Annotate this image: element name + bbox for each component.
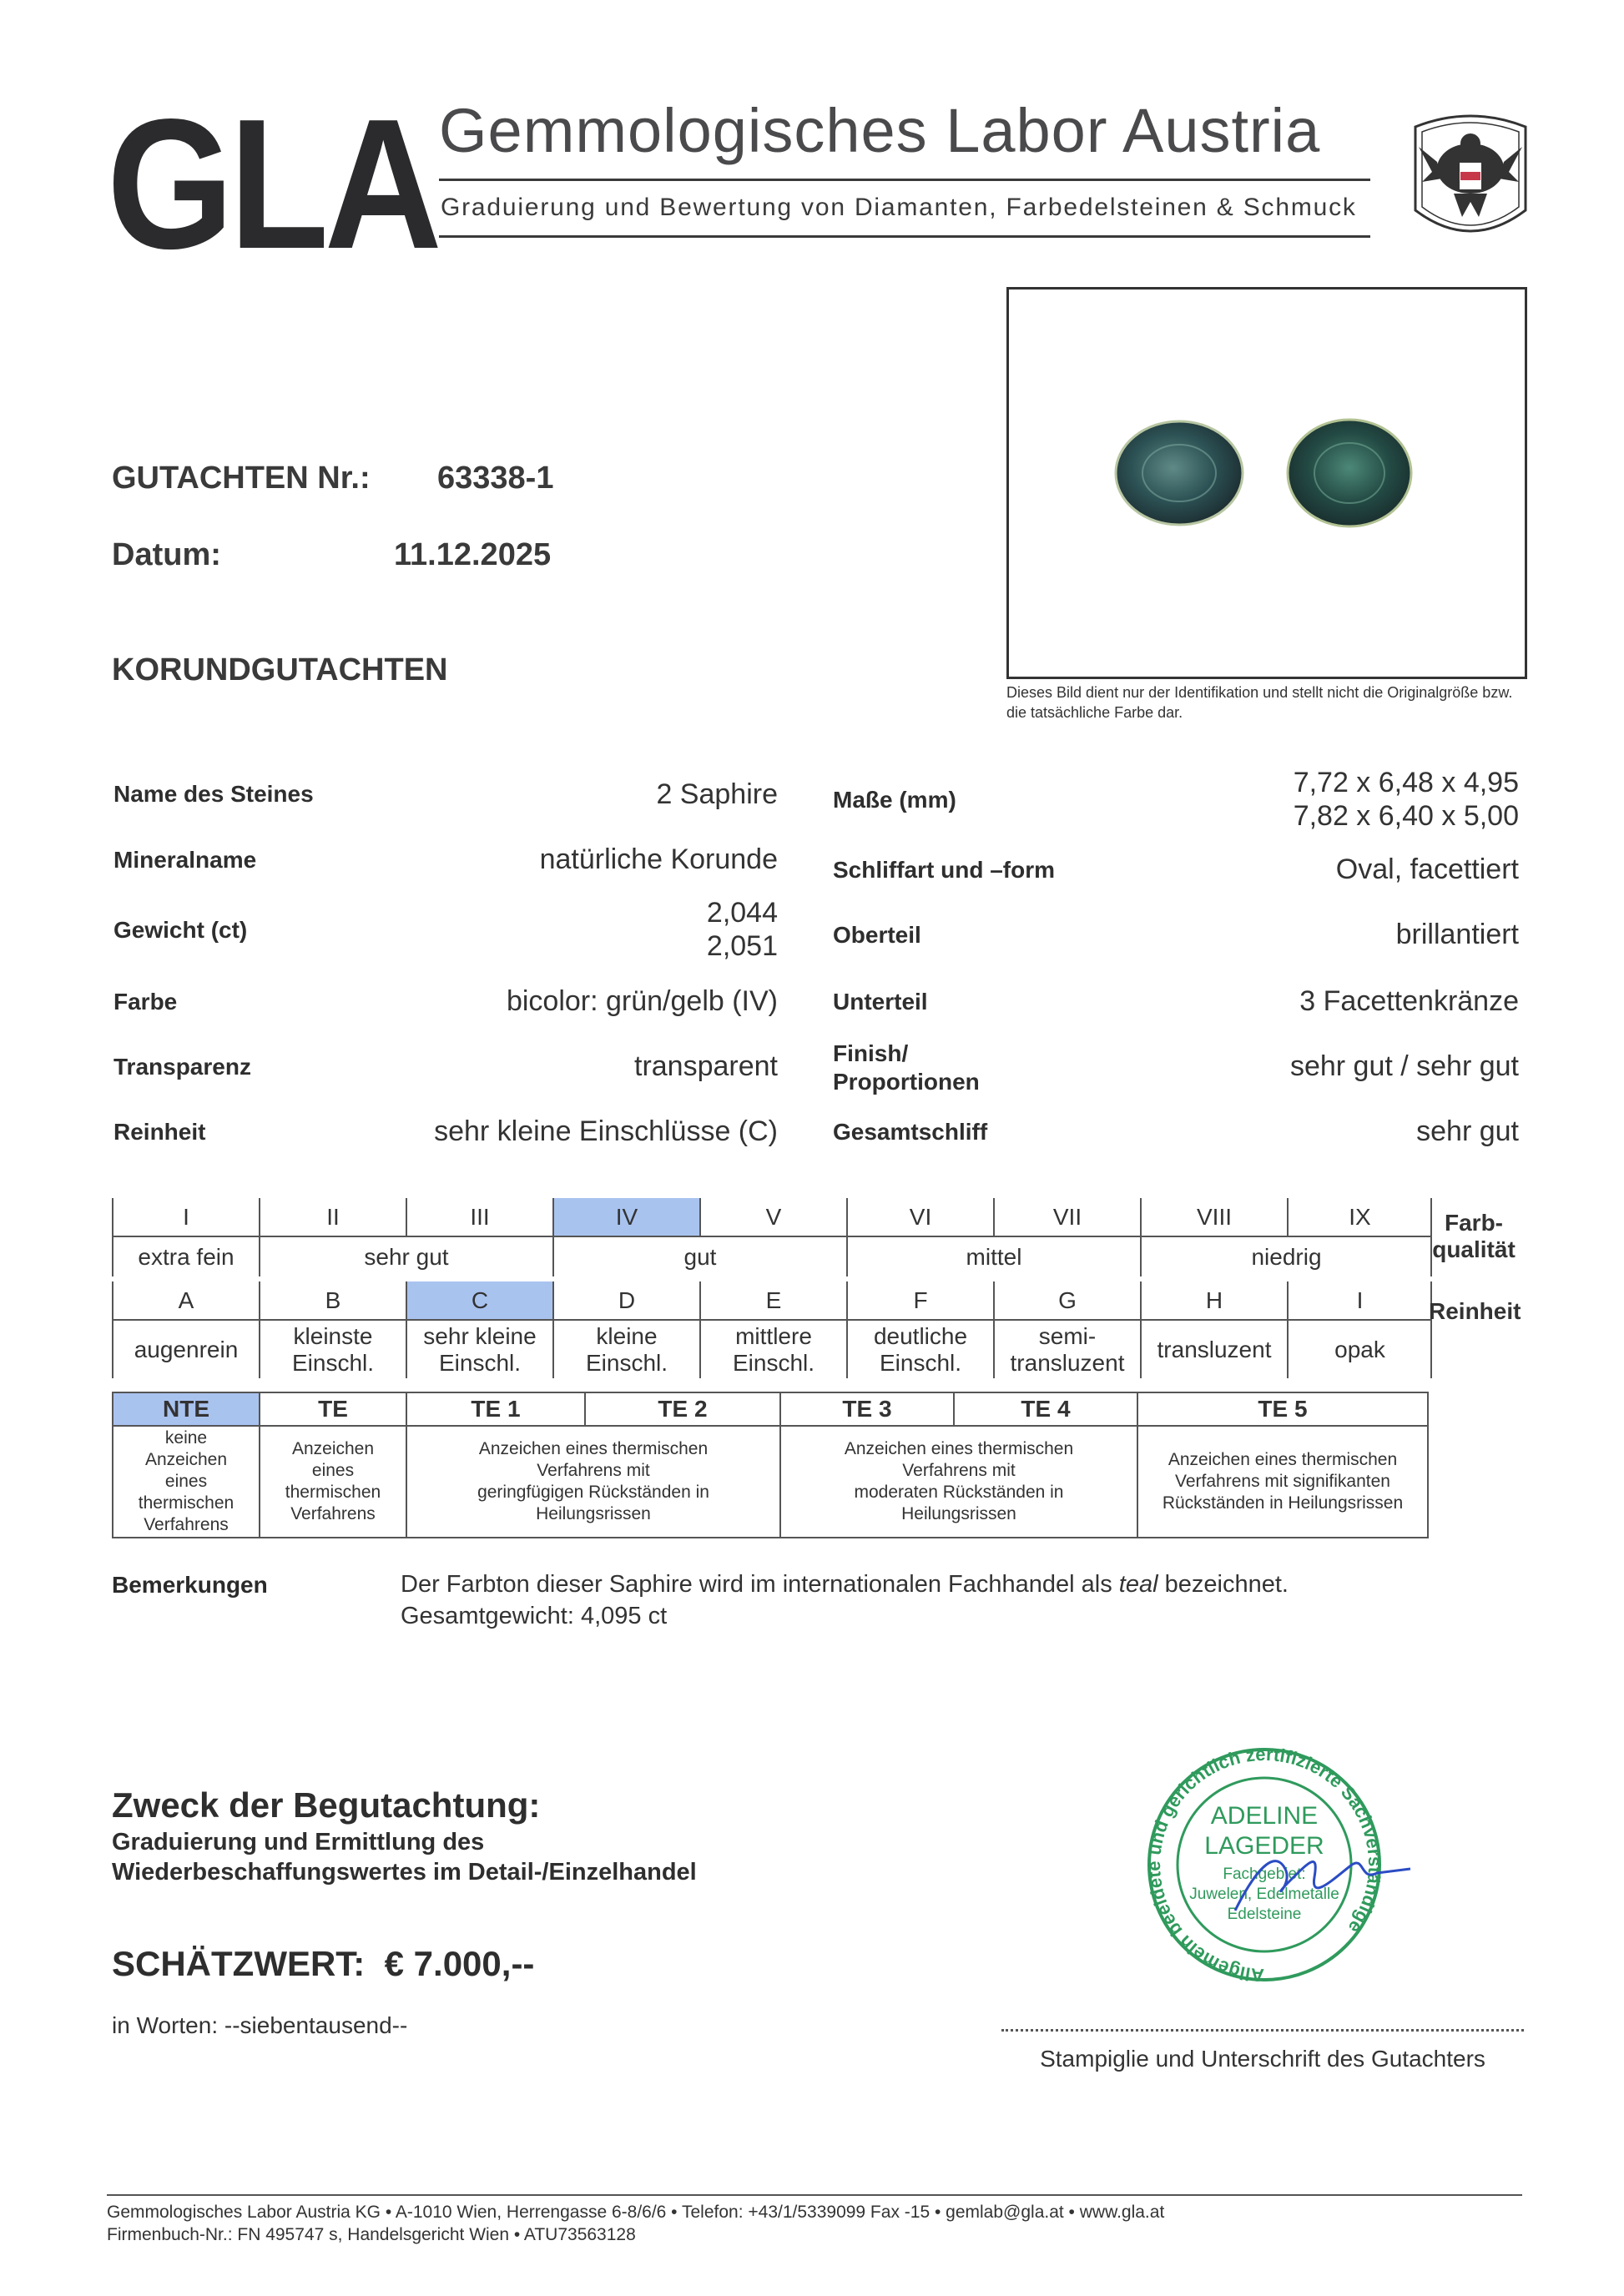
remarks-text: Der Farbton dieser Saphire wird im internationalen Fachhandel als teal bezeichnet. Gesamtgewicht: 4,095 ct: [401, 1571, 1289, 1629]
purpose-heading: Zweck der Begutachtung:: [112, 1785, 541, 1825]
signature-line: [1001, 2029, 1524, 2032]
sapphire-1: [1116, 421, 1243, 525]
clarity-grade-I: I: [1288, 1281, 1431, 1320]
prop-value-finish: sehr gut / sehr gut: [1289, 1050, 1519, 1082]
prop-value-color: bicolor: grün/gelb (IV): [506, 985, 778, 1017]
color-quality-label-2: qualität: [1432, 1236, 1516, 1262]
color-grade-V: V: [700, 1198, 847, 1236]
footer: [107, 2201, 1164, 2246]
prop-value-overall-cut: sehr gut: [1416, 1115, 1519, 1147]
color-grade-IV-selected: IV: [553, 1198, 700, 1236]
prop-label-pavilion: Unterteil: [833, 989, 928, 1015]
purpose-text: Graduierung und Ermittlung des Wiederbeschaffungswertes im Detail-/Einzelhandel: [112, 1829, 697, 1886]
prop-label-weight: Gewicht (ct): [113, 917, 248, 943]
color-group-sehr-gut: sehr gut: [260, 1236, 553, 1276]
valuation: [112, 1944, 534, 1984]
clarity-label: Reinheit: [1429, 1298, 1521, 1324]
prop-label-clarity: Reinheit: [113, 1119, 206, 1145]
clarity-grade-D: D: [553, 1281, 700, 1320]
photo-caption: Dieses Bild dient nur der Identifikation und stellt nicht die Originalgröße bzw. die tatsächliche Farbe dar.: [1006, 684, 1513, 721]
prop-value-crown: brillantiert: [1395, 919, 1519, 950]
treatment-TE4: TE 4: [954, 1392, 1137, 1426]
color-grade-III: III: [406, 1198, 553, 1236]
expert-stamp: [1110, 1735, 1435, 2011]
clarity-grade-H: H: [1141, 1281, 1288, 1320]
color-quality-label-1: Farb-: [1445, 1210, 1503, 1236]
lab-tagline: Graduierung und Bewertung von Diamanten, Farbedelsteinen & Schmuck: [441, 194, 1357, 221]
clarity-desc-F: deutliche Einschl.: [847, 1320, 994, 1378]
treatment-desc-NTE: keine Anzeichen eines thermischen Verfahrens: [113, 1426, 260, 1538]
clarity-grade-table: [112, 1281, 1431, 1378]
prop-label-name: Name des Steines: [113, 781, 314, 807]
header-rule-top: [439, 179, 1370, 181]
footer-rule: [107, 2194, 1522, 2196]
color-grade-table: [112, 1198, 1431, 1276]
signature-caption: Stampiglie und Unterschrift des Gutachters: [1040, 2046, 1485, 2072]
report-number-label: GUTACHTEN Nr.:: [112, 461, 371, 496]
valuation-words: in Worten: --siebentausend--: [112, 2012, 408, 2038]
prop-value-cut: Oval, facettiert: [1335, 853, 1519, 885]
clarity-desc-H: transluzent: [1141, 1320, 1288, 1378]
report-number: 63338-1: [437, 461, 554, 496]
sapphire-2: [1288, 420, 1411, 526]
prop-label-cut: Schliffart und –form: [833, 857, 1056, 883]
gemstone-photo: [1006, 287, 1527, 679]
prop-value-weight-1: 2,044: [706, 897, 778, 929]
stamp-field-1: Fachgebiet:: [1223, 1866, 1306, 1883]
header-rule-bottom: [439, 235, 1370, 238]
report-date: 11.12.2025: [394, 537, 552, 572]
color-grade-VII: VII: [994, 1198, 1141, 1236]
prop-label-proportions: Proportionen: [833, 1069, 980, 1095]
valuation-amount: € 7.000,--: [384, 1944, 535, 1983]
treatment-desc-TE5: Anzeichen eines thermischen Verfahrens mit signifikanten Rückständen in Heilungsrissen: [1137, 1426, 1428, 1538]
clarity-grade-C-selected: C: [406, 1281, 553, 1320]
prop-value-transparency: transparent: [634, 1050, 778, 1082]
clarity-grade-B: B: [260, 1281, 406, 1320]
treatment-TE2: TE 2: [585, 1392, 780, 1426]
stamp-name-2: LAGEDER: [1204, 1832, 1324, 1860]
prop-label-dimensions: Maße (mm): [833, 787, 956, 813]
prop-value-clarity: sehr kleine Einschlüsse (C): [434, 1115, 778, 1147]
prop-label-color: Farbe: [113, 989, 178, 1015]
treatment-TE5: TE 5: [1137, 1392, 1428, 1426]
clarity-desc-I: opak: [1288, 1320, 1431, 1378]
report-type: KORUNDGUTACHTEN: [112, 652, 448, 687]
prop-label-finish: Finish/: [833, 1040, 909, 1066]
clarity-grade-E: E: [700, 1281, 847, 1320]
prop-value-dimensions-1: 7,72 x 6,48 x 4,95: [1293, 767, 1519, 798]
treatment-desc-TE3-TE4: Anzeichen eines thermischen Verfahrens mit moderaten Rückständen in Heilungsrissen: [780, 1426, 1137, 1538]
prop-label-overall-cut: Gesamtschliff: [833, 1119, 988, 1145]
prop-value-weight-2: 2,051: [706, 930, 778, 962]
color-grade-VI: VI: [847, 1198, 994, 1236]
clarity-desc-D: kleine Einschl.: [553, 1320, 700, 1378]
footer-line-1: Gemmologisches Labor Austria KG • A-1010 Wien, Herrengasse 6-8/6/6 • Telefon: +43/1/5339099 Fax -15 • gemlab@gla.at • www.gla.at: [107, 2203, 1165, 2222]
color-quality-label: [1432, 1210, 1516, 1263]
prop-value-dimensions-2: 7,82 x 6,40 x 5,00: [1293, 800, 1519, 832]
lab-name: Gemmologisches Labor Austria: [439, 96, 1321, 165]
prop-label-mineral: Mineralname: [113, 847, 257, 873]
color-group-niedrig: niedrig: [1141, 1236, 1431, 1276]
stamp-ring-text: Allgemein beeidete und gerichtlich zertifizierte Sachverständige: [1142, 1743, 1386, 1986]
color-grade-VIII: VIII: [1141, 1198, 1288, 1236]
clarity-desc-E: mittlere Einschl.: [700, 1320, 847, 1378]
prop-value-mineral: natürliche Korunde: [539, 843, 778, 875]
color-group-mittel: mittel: [847, 1236, 1141, 1276]
clarity-table-right-border: [1430, 1281, 1432, 1378]
clarity-desc-G: semi- transluzent: [994, 1320, 1141, 1378]
treatment-TE: TE: [260, 1392, 406, 1426]
treatment-TE1: TE 1: [406, 1392, 585, 1426]
prop-label-transparency: Transparenz: [113, 1054, 251, 1080]
treatment-NTE-selected: NTE: [113, 1392, 260, 1426]
stamp-field-2: Juwelen, Edelmetalle: [1189, 1886, 1339, 1903]
prop-value-pavilion: 3 Facettenkränze: [1299, 985, 1519, 1017]
treatment-desc-TE1-TE2: Anzeichen eines thermischen Verfahrens mit geringfügigen Rückständen in Heilungsrissen: [406, 1426, 780, 1538]
footer-line-2: Firmenbuch-Nr.: FN 495747 s, Handelsgericht Wien • ATU73563128: [107, 2225, 636, 2244]
state-seal-icon: [1407, 110, 1534, 247]
stamp-field-3: Edelsteine: [1227, 1906, 1302, 1923]
color-grade-IX: IX: [1288, 1198, 1431, 1236]
color-grade-II: II: [260, 1198, 406, 1236]
color-group-gut: gut: [553, 1236, 847, 1276]
remarks-label: Bemerkungen: [112, 1572, 268, 1598]
color-grade-I: I: [113, 1198, 260, 1236]
clarity-desc-B: kleinste Einschl.: [260, 1320, 406, 1378]
prop-value-name: 2 Saphire: [656, 778, 778, 810]
stamp-name-1: ADELINE: [1210, 1802, 1319, 1830]
date-label: Datum:: [112, 537, 221, 572]
clarity-grade-A: A: [113, 1281, 260, 1320]
clarity-desc-A: augenrein: [113, 1320, 260, 1378]
treatment-desc-TE: Anzeichen eines thermischen Verfahrens: [260, 1426, 406, 1538]
prop-label-crown: Oberteil: [833, 922, 921, 948]
clarity-desc-C: sehr kleine Einschl.: [406, 1320, 553, 1378]
treatment-TE3: TE 3: [780, 1392, 954, 1426]
color-group-extra-fein: extra fein: [113, 1236, 260, 1276]
gla-logo: GLA: [107, 81, 438, 288]
clarity-grade-G: G: [994, 1281, 1141, 1320]
clarity-grade-F: F: [847, 1281, 994, 1320]
valuation-label: SCHÄTZWERT:: [112, 1944, 366, 1983]
treatment-table: [112, 1392, 1429, 1538]
